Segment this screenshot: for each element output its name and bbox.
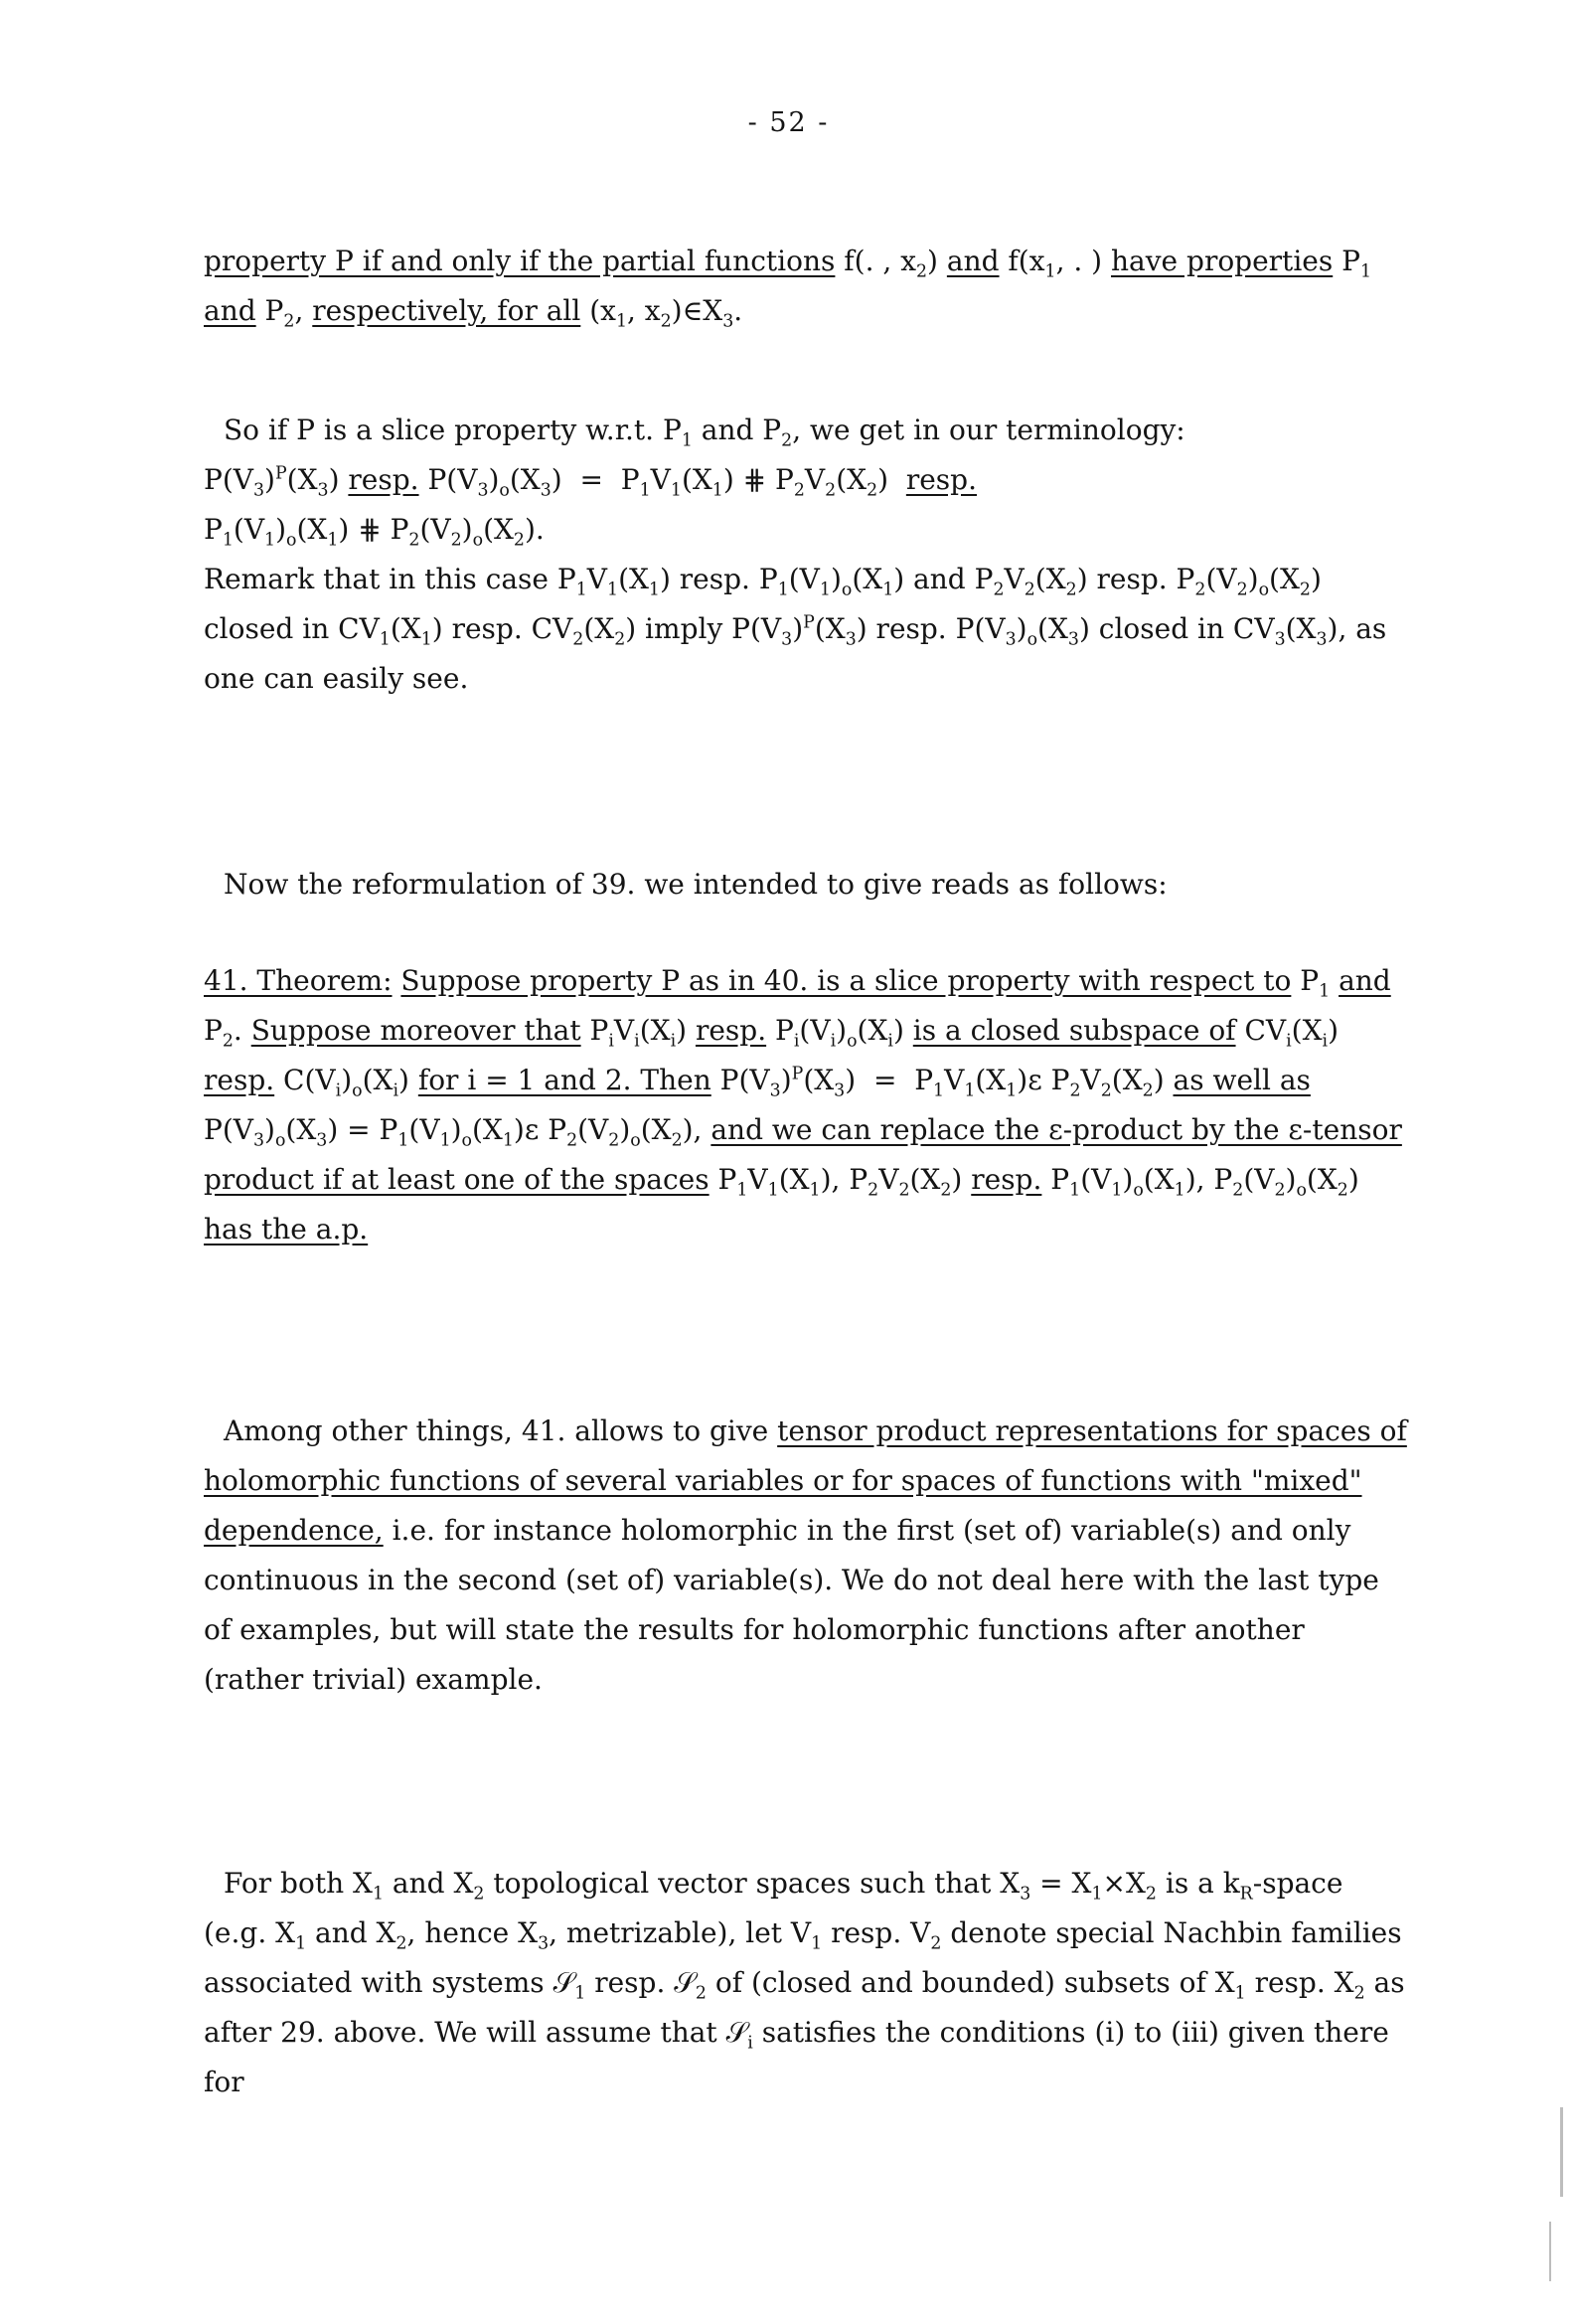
theorem-text: 41. Theorem: Suppose property P as in 40. is a slice property with respect to $P_1$ and $P_2$. Suppose moreover that $P_iV_i(X_i)$ resp. $P_i(V_i)_o(X_i)$ is a closed subspace of $CV_i(X_i)$ resp. $C(V_i)_o(X_i)$ for i = 1 and 2. Then $P(V_3)^P(X_3) = P_1V_1(X_1)\varepsilon$ $P_2V_2(X_2)$ as well as $P(V_3)_o(X_3) = P_1(V_1)_o(X_1)\varepsilon$ $P_2(V_2)_o(X_2)$, and we can replace the ε-product by the ε-tensor product if at least one of the spaces $P_1V_1(X_1)$, $P_2V_2(X_2)$ resp. $P_1(V_1)_o(X_1)$, $P_2(V_2)_o(X_2)$ has the a.p. bbox=[204, 964, 1402, 1245]
paragraph-3 bbox=[204, 860, 1411, 910]
scan-edge-mark bbox=[1560, 2107, 1563, 2197]
formula-line-1: $P(V_3)^P(X_3)$ resp. $P(V_3)_o(X_3) = P_1V_1(X_1)$ ⋕ $P_2V_2(X_2)$ resp. bbox=[204, 463, 977, 501]
paragraph-5 bbox=[204, 1859, 1411, 2107]
paragraph-5-text: For both $X_1$ and $X_2$ topological vector spaces such that $X_3 = X_1\times X_2$ is a $k_R$-space (e.g. $X_1$ and $X_2$, hence $X_3$, metrizable), let $V_1$ resp. $V_2$ denote special Nachbin families associated with systems 𝒮$_1$ resp. 𝒮$_2$ of (closed and bounded) subsets of $X_1$ resp. $X_2$ as after 29. above. We will assume that 𝒮$_i$ satisfies the conditions (i) to (iii) given there for bbox=[204, 1867, 1405, 2098]
paragraph-4 bbox=[204, 1407, 1411, 1705]
paragraph-1-text: property P if and only if the partial functions f(. , $x_2$) and $f(x_1$, . ) have properties $P_1$ and $P_2$, respectively, for all ($x_1$, $x_2)\in X_3$. bbox=[204, 245, 1372, 332]
remark-text: Remark that in this case $P_1V_1(X_1)$ resp. $P_1(V_1)_o(X_1)$ and $P_2V_2(X_2)$ resp. $P_2(V_2)_o(X_2)$ closed in $CV_1(X_1)$ resp. $CV_2(X_2)$ imply $P(V_3)^P(X_3)$ resp. $P(V_3)_o(X_3)$ closed in $CV_3(X_3)$, as one can easily see. bbox=[204, 563, 1387, 695]
formula-line-2: $P_1(V_1)_o(X_1)$ ⋕ $P_2(V_2)_o(X_2)$. bbox=[204, 513, 545, 551]
paragraph-4-text: Among other things, 41. allows to give tensor product representations for spaces of holomorphic functions of several variables or for spaces of functions with "mixed" dependence, i.e. for instance holomorphic in the first (set of) variable(s) and only continuous in the second (set of) variable(s). We do not deal here with the last type of examples, but will state the results for holomorphic functions after another (rather trivial) example. bbox=[204, 1414, 1407, 1696]
paragraph-1 bbox=[204, 237, 1411, 336]
paragraph-3-text: Now the reformulation of 39. we intended to give reads as follows: bbox=[224, 868, 1168, 901]
paragraph-2 bbox=[204, 406, 1411, 704]
theorem-label: 41. Theorem: bbox=[204, 964, 393, 997]
page-number: - 52 - bbox=[747, 107, 830, 138]
paragraph-2-intro: So if P is a slice property w.r.t. $P_1$ and $P_2$, we get in our terminology: bbox=[224, 414, 1185, 451]
theorem-41 bbox=[204, 956, 1411, 1254]
scan-edge-mark bbox=[1549, 2222, 1551, 2281]
